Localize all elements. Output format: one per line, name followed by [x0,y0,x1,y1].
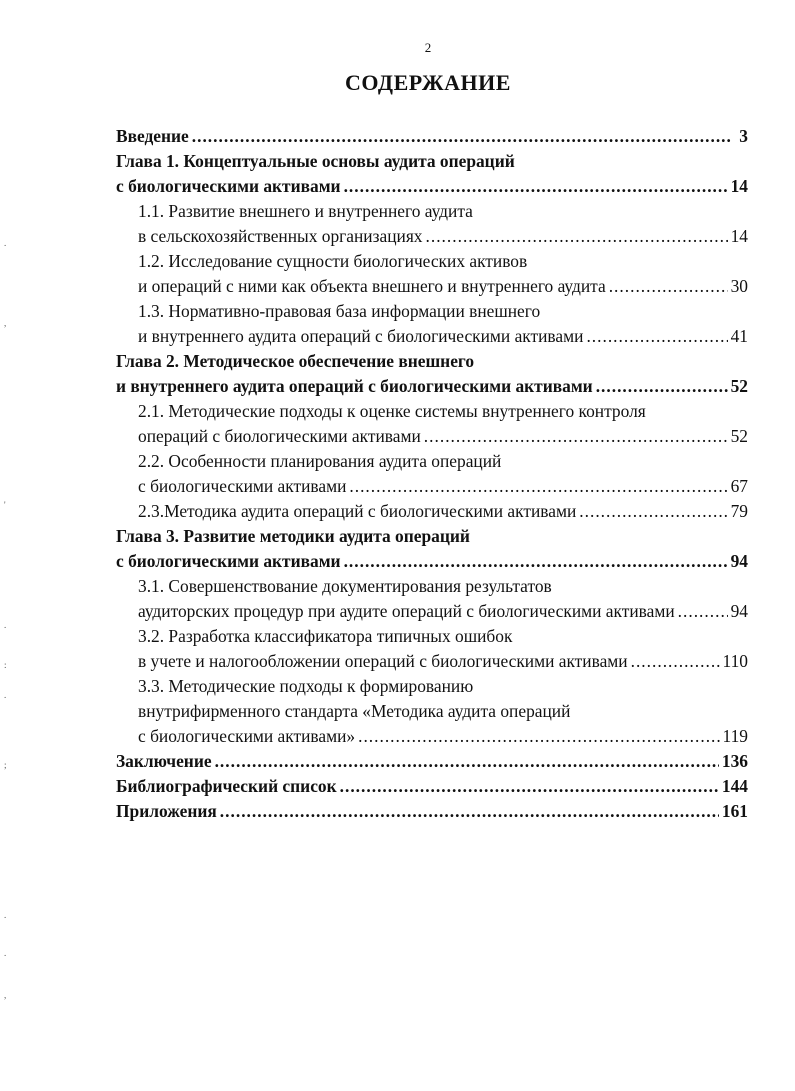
toc-entry [116,124,748,149]
toc-entry [116,699,748,724]
toc-entry-title: Глава 3. Развитие методики аудита операций [116,526,470,546]
toc-entry-page: 94 [730,551,748,571]
toc-entry-title: 1.1. Развитие внешнего и внутреннего аудита [138,201,473,221]
toc-entry-title: 2.1. Методические подходы к оценке системы внутреннего контроля [138,401,646,421]
toc-entry [116,424,748,449]
toc-entry-title: в учете и налогообложении операций с биологическими активами [138,651,628,671]
toc-entry-title: 3.2. Разработка классификатора типичных ошибок [138,626,513,646]
toc-entry [116,599,748,624]
toc-entry-page: 52 [730,376,748,396]
toc-entry-title: и внутреннего аудита операций с биологическими активами [116,376,593,396]
toc-entry-page: 14 [730,176,748,196]
toc-entry-title: с биологическими активами [116,551,341,571]
toc-entry-title: 3.3. Методические подходы к формированию [138,676,474,696]
toc-entry-page: 136 [721,751,748,771]
toc-entry-title: Заключение [116,751,212,771]
toc-leader-dots [344,549,728,574]
toc-leader-dots [426,224,728,249]
toc-entry-title: операций с биологическими активами [138,426,421,446]
toc-leader-dots [215,749,719,774]
toc-leader-dots [424,424,728,449]
toc-entry-title: Приложения [116,801,217,821]
toc-entry-page: 41 [730,326,748,346]
toc-entry-page: 110 [722,651,748,671]
toc-entry [116,724,748,749]
toc-entry [116,449,748,474]
toc-entry-title: 2.2. Особенности планирования аудита операций [138,451,502,471]
toc-entry [116,224,748,249]
toc-entry [116,474,748,499]
toc-entry-title: 1.3. Нормативно-правовая база информации внешнего [138,301,541,321]
toc-entry-page: 52 [730,426,748,446]
toc-leader-dots [192,124,731,149]
toc-entry-page: 144 [721,776,748,796]
toc-entry [116,774,748,799]
toc-entry-page: 14 [730,226,748,246]
table-of-contents [116,124,748,824]
toc-entry [116,374,748,399]
toc-entry-page: 67 [730,476,748,496]
toc-entry-title: и внутреннего аудита операций с биологическими активами [138,326,584,346]
toc-leader-dots [579,499,727,524]
toc-leader-dots [358,724,719,749]
toc-leader-dots [344,174,728,199]
toc-entry [116,574,748,599]
toc-entry-title: Глава 1. Концептуальные основы аудита операций [116,151,515,171]
toc-entry [116,499,748,524]
toc-entry [116,274,748,299]
toc-leader-dots [596,374,728,399]
toc-entry [116,749,748,774]
toc-entry [116,249,748,274]
toc-entry [116,199,748,224]
toc-entry [116,399,748,424]
page-number: 2 [424,40,432,55]
toc-entry-title: 1.2. Исследование сущности биологических активов [138,251,528,271]
toc-entry [116,349,748,374]
toc-entry-title: и операций с ними как объекта внешнего и внутреннего аудита [138,276,606,296]
toc-entry-page: 30 [730,276,748,296]
toc-entry [116,799,748,824]
margin-scan-marks: . , ' . : . ; . . , [4,238,7,1000]
toc-entry-page: 161 [721,801,748,821]
toc-entry-page: 3 [739,126,748,146]
toc-entry-page: 94 [730,601,748,621]
toc-entry [116,524,748,549]
toc-entry-title: с биологическими активами» [138,726,356,746]
toc-entry-title: с биологическими активами [138,476,347,496]
toc-entry [116,649,748,674]
toc-entry-page: 79 [730,501,748,521]
toc-entry [116,624,748,649]
toc-leader-dots [586,324,727,349]
toc-entry [116,324,748,349]
toc-entry [116,299,748,324]
toc-entry-page: 119 [722,726,748,746]
toc-leader-dots [631,649,720,674]
toc-leader-dots [220,799,719,824]
toc-entry-title: Глава 2. Методическое обеспечение внешнего [116,351,475,371]
page-title: СОДЕРЖАНИЕ [345,70,511,95]
toc-entry [116,674,748,699]
toc-entry-title: Введение [116,126,189,146]
toc-entry-title: с биологическими активами [116,176,341,196]
toc-entry-title: 3.1. Совершенствование документирования результатов [138,576,552,596]
toc-leader-dots [340,774,719,799]
toc-leader-dots [349,474,727,499]
toc-leader-dots [678,599,728,624]
toc-entry-title: 2.3.Методика аудита операций с биологическими активами [138,501,577,521]
toc-entry [116,549,748,574]
toc-entry-title: аудиторских процедур при аудите операций с биологическими активами [138,601,675,621]
toc-entry-title: Библиографический список [116,776,337,796]
toc-entry-title: в сельскохозяйственных организациях [138,226,423,246]
toc-leader-dots [609,274,728,299]
toc-entry [116,174,748,199]
toc-entry-title: внутрифирменного стандарта «Методика аудита операций [138,701,571,721]
toc-entry [116,149,748,174]
